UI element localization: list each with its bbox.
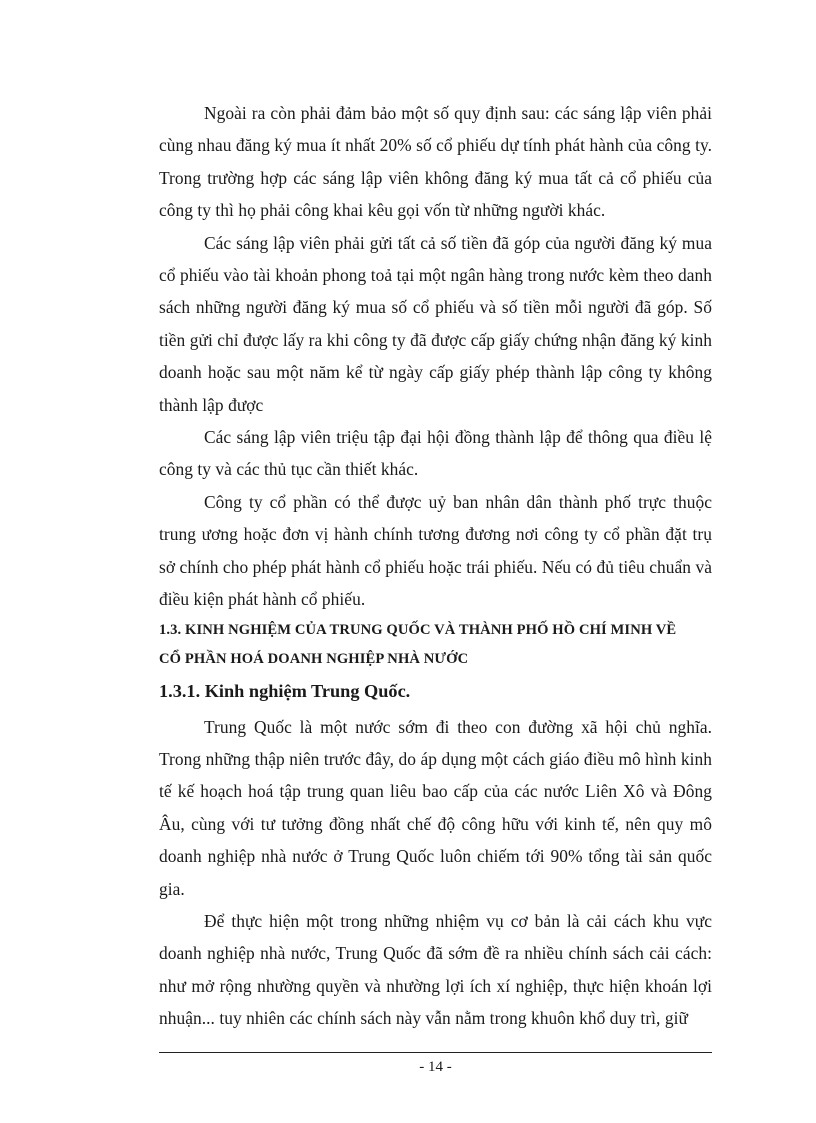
section-heading-line1: 1.3. KINH NGHIỆM CỦA TRUNG QUỐC VÀ THÀNH PHỐ HỒ CHÍ MINH VỀ <box>159 621 677 638</box>
paragraph: Ngoài ra còn phải đảm bảo một số quy định sau: các sáng lập viên phải cùng nhau đăng ký mua ít nhất 20% số cổ phiếu dự tính phát hành của công ty. Trong trường hợp các sáng lập viên không đăng ký mua tất cả cổ phiếu của công ty thì họ phải công khai kêu gọi vốn từ những người khác. <box>159 103 712 221</box>
page-body <box>159 97 712 1035</box>
footer-divider <box>159 1052 712 1053</box>
subsection-heading: 1.3.1. Kinh nghiệm Trung Quốc. <box>159 680 411 701</box>
paragraph: Các sáng lập viên phải gửi tất cả số tiền đã góp của người đăng ký mua cổ phiếu vào tài khoản phong toả tại một ngân hàng trong nước kèm theo danh sách những người đăng ký mua số cổ phiếu và số tiền mỗi người đã góp. Số tiền gửi chỉ được lấy ra khi công ty đã được cấp giấy chứng nhận đăng ký kinh doanh hoặc sau một năm kể từ ngày cấp giấy phép thành lập công ty không thành lập được <box>159 232 712 415</box>
paragraph: Trung Quốc là một nước sớm đi theo con đường xã hội chủ nghĩa. Trong những thập niên trước đây, do áp dụng một cách giáo điều mô hình kinh tế kế hoạch hoá tập trung quan liêu bao cấp của các nước Liên Xô và Đông Âu, cùng với tư tưởng đồng nhất chế độ công hữu với kinh tế, nên quy mô doanh nghiệp nhà nước ở Trung Quốc luôn chiếm tới 90% tổng tài sản quốc gia. <box>159 716 712 899</box>
paragraph: Các sáng lập viên triệu tập đại hội đồng thành lập để thông qua điều lệ công ty và các thủ tục cần thiết khác. <box>159 427 712 480</box>
section-heading-line2: CỔ PHẦN HOÁ DOANH NGHIỆP NHÀ NƯỚC <box>159 650 469 667</box>
paragraph: Để thực hiện một trong những nhiệm vụ cơ bản là cải cách khu vực doanh nghiệp nhà nước, Trung Quốc đã sớm đề ra nhiều chính sách cải cách: như mở rộng nhường quyền và nhường lợi ích xí nghiệp, thực hiện khoán lợi nhuận... tuy nhiên các chính sách này vẫn nằm trong khuôn khổ duy trì, giữ <box>159 910 712 1029</box>
paragraph: Công ty cổ phần có thể được uỷ ban nhân dân thành phố trực thuộc trung ương hoặc đơn vị hành chính tương đương nơi công ty cổ phần đặt trụ sở chính cho phép phát hành cổ phiếu hoặc trái phiếu. Nếu có đủ tiêu chuẩn và điều kiện phát hành cổ phiếu. <box>159 491 712 610</box>
page-number: - 14 - <box>419 1059 452 1075</box>
section-heading <box>159 616 712 674</box>
